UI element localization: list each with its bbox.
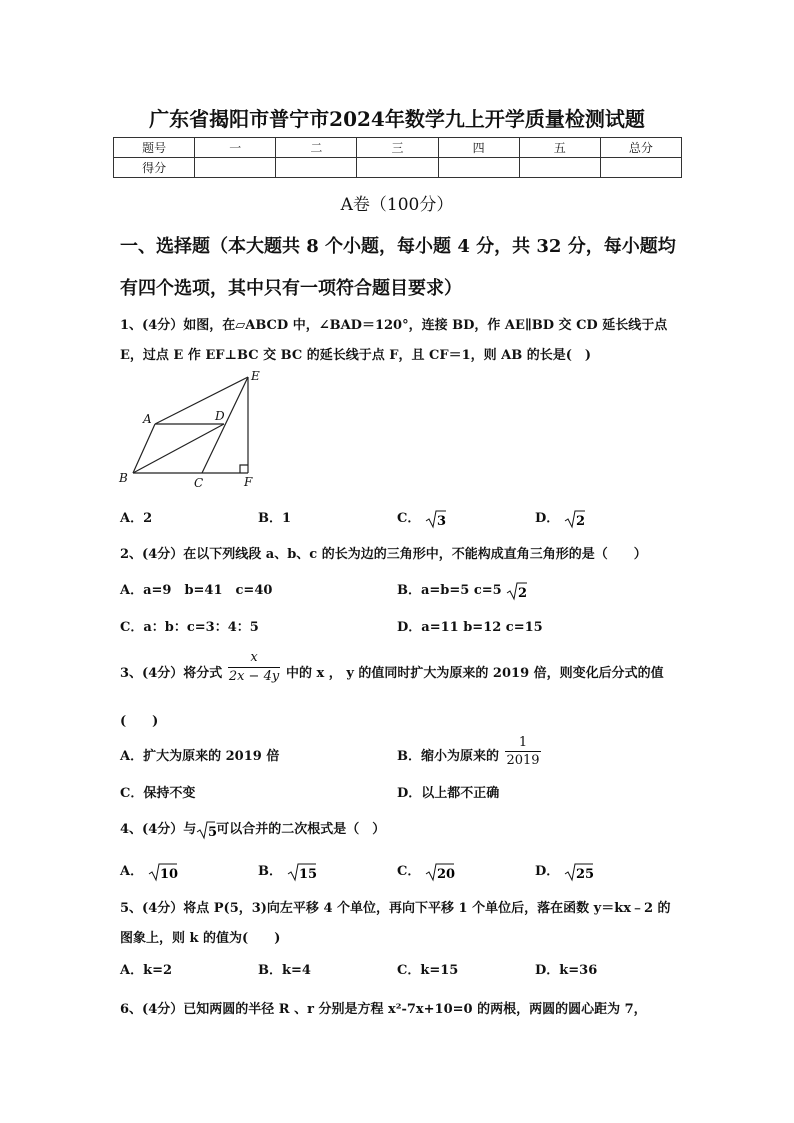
question-4-text-after: 可以合并的二次根式是（ ）	[216, 822, 386, 837]
question-2-text: 2、(4分）在以下列线段 a、b、c 的长为边的三角形中，不能构成直角三角形的是（ ）	[120, 547, 647, 562]
segment-bd	[133, 424, 224, 473]
question-1-option-c[interactable]	[397, 507, 447, 529]
radicand: 2	[518, 585, 528, 601]
question-2-option-c[interactable]: C．a：b：c=3：4：5	[120, 620, 259, 635]
score-cell	[600, 158, 681, 178]
volume-heading: A卷（100分）	[340, 195, 454, 215]
option-label: B．a=b=5 c=5	[397, 583, 502, 598]
sqrt-icon	[506, 581, 528, 601]
question-1-figure	[115, 365, 275, 490]
question-2-option-b[interactable]	[397, 579, 528, 601]
score-table-header-cell: 二	[276, 138, 357, 158]
radicand: 3	[436, 513, 446, 529]
sqrt-icon	[148, 862, 178, 882]
question-1-option-d[interactable]	[535, 507, 586, 529]
sqrt-icon	[564, 862, 594, 882]
score-cell	[357, 158, 438, 178]
question-5-line1: 5、(4分）将点 P(5，3)向左平移 4 个单位，再向下平移 1 个单位后，落在函数 y＝kx﹣2 的	[120, 901, 671, 916]
radicand: 20	[436, 866, 455, 882]
question-3-fraction	[228, 650, 280, 685]
fraction-denominator: 2019	[506, 753, 540, 768]
score-cell	[276, 158, 357, 178]
radicand: 25	[575, 866, 594, 882]
question-2-option-d[interactable]: D．a=11 b=12 c=15	[397, 620, 543, 635]
question-5-option-c[interactable]: C．k=15	[397, 963, 459, 978]
fraction-numerator: 1	[518, 735, 528, 750]
question-3-option-c[interactable]: C．保持不变	[120, 786, 196, 801]
score-table-header-cell: 题号	[114, 138, 195, 158]
radicand: 5	[208, 824, 218, 840]
question-5-option-a[interactable]: A．k=2	[120, 963, 173, 978]
question-3-text-after: 中的 x ， y 的值同时扩大为原来的 2019 倍，则变化后分式的值	[286, 666, 664, 681]
sqrt-icon	[287, 862, 317, 882]
question-3-answer-paren: ( )	[120, 714, 159, 729]
question-4-option-c[interactable]	[397, 860, 455, 882]
question-4-option-a[interactable]	[120, 860, 178, 882]
radicand: 15	[298, 866, 317, 882]
fraction-bar	[228, 667, 280, 668]
question-3-option-a[interactable]: A．扩大为原来的 2019 倍	[120, 749, 280, 764]
radicand: 2	[575, 513, 585, 529]
sqrt-icon	[196, 820, 216, 840]
segment-ae	[155, 377, 248, 424]
question-1-option-b[interactable]: B．1	[258, 511, 292, 526]
figure-label-a: A	[143, 412, 152, 426]
question-6-text: 6、(4分）已知两圆的半径 R 、r 分别是方程 x²-7x+10=0 的两根，两圆的圆心距为 7，	[120, 1002, 647, 1017]
sqrt-icon	[425, 862, 455, 882]
figure-label-c: C	[194, 476, 204, 490]
section-heading-line2: 有四个选项，其中只有一项符合题目要求）	[120, 278, 462, 299]
score-table-header-cell: 一	[195, 138, 276, 158]
question-3-text-before: 3、(4分）将分式	[120, 666, 223, 681]
score-table-header-cell: 三	[357, 138, 438, 158]
sqrt-icon	[425, 509, 447, 529]
score-table-row-label: 得分	[114, 158, 195, 178]
question-4-line	[120, 818, 385, 840]
question-4-option-b[interactable]	[258, 860, 317, 882]
score-cell	[438, 158, 519, 178]
option-label: C．	[397, 864, 421, 879]
question-3-option-b-fraction	[505, 735, 541, 768]
score-cell	[519, 158, 600, 178]
question-4-option-d[interactable]	[535, 860, 594, 882]
option-label: B．	[258, 864, 282, 879]
score-table-score-row	[114, 158, 682, 178]
question-3-option-d[interactable]: D．以上都不正确	[397, 786, 500, 801]
score-cell	[195, 158, 276, 178]
option-label: C．	[397, 511, 421, 526]
section-heading-line1: 一、选择题（本大题共 8 个小题，每小题 4 分，共 32 分，每小题均	[120, 236, 676, 257]
fraction-numerator: x	[250, 650, 258, 665]
sqrt-icon	[564, 509, 586, 529]
segment-ba	[133, 424, 155, 473]
figure-label-b: B	[119, 471, 128, 485]
right-angle-mark	[240, 465, 248, 473]
score-table-header-cell: 五	[519, 138, 600, 158]
question-5-option-b[interactable]: B．k=4	[258, 963, 311, 978]
question-2-option-a[interactable]: A．a=9 b=41 c=40	[120, 583, 273, 598]
question-5-line2: 图象上，则 k 的值为( )	[120, 931, 281, 946]
score-table-header-cell: 四	[438, 138, 519, 158]
score-table	[113, 137, 682, 178]
fraction-bar	[505, 751, 541, 752]
page-title: 广东省揭阳市普宁市2024年数学九上开学质量检测试题	[149, 107, 645, 131]
option-label: D．	[535, 864, 560, 879]
figure-label-e: E	[251, 369, 260, 383]
score-table-header-row	[114, 138, 682, 158]
score-table-header-cell: 总分	[600, 138, 681, 158]
radicand: 10	[159, 866, 178, 882]
question-4-text-before: 4、(4分）与	[120, 822, 197, 837]
fraction-denominator: 2x − 4y	[228, 669, 280, 684]
option-label: D．	[535, 511, 560, 526]
question-1-option-a[interactable]: A．2	[120, 511, 153, 526]
question-1-line2: E，过点 E 作 EF⊥BC 交 BC 的延长线于点 F，且 CF＝1，则 AB 的长是( )	[120, 348, 592, 363]
option-label: A．	[120, 864, 144, 879]
question-1-line1: 1、(4分）如图，在▱ABCD 中，∠BAD＝120°，连接 BD，作 AE∥BD 交 CD 延长线于点	[120, 318, 668, 333]
figure-label-f: F	[244, 475, 253, 489]
question-5-option-d[interactable]: D．k=36	[535, 963, 598, 978]
figure-label-d: D	[215, 409, 225, 423]
question-3-option-b[interactable]: B．缩小为原来的	[397, 749, 499, 764]
segment-ce	[202, 377, 248, 473]
